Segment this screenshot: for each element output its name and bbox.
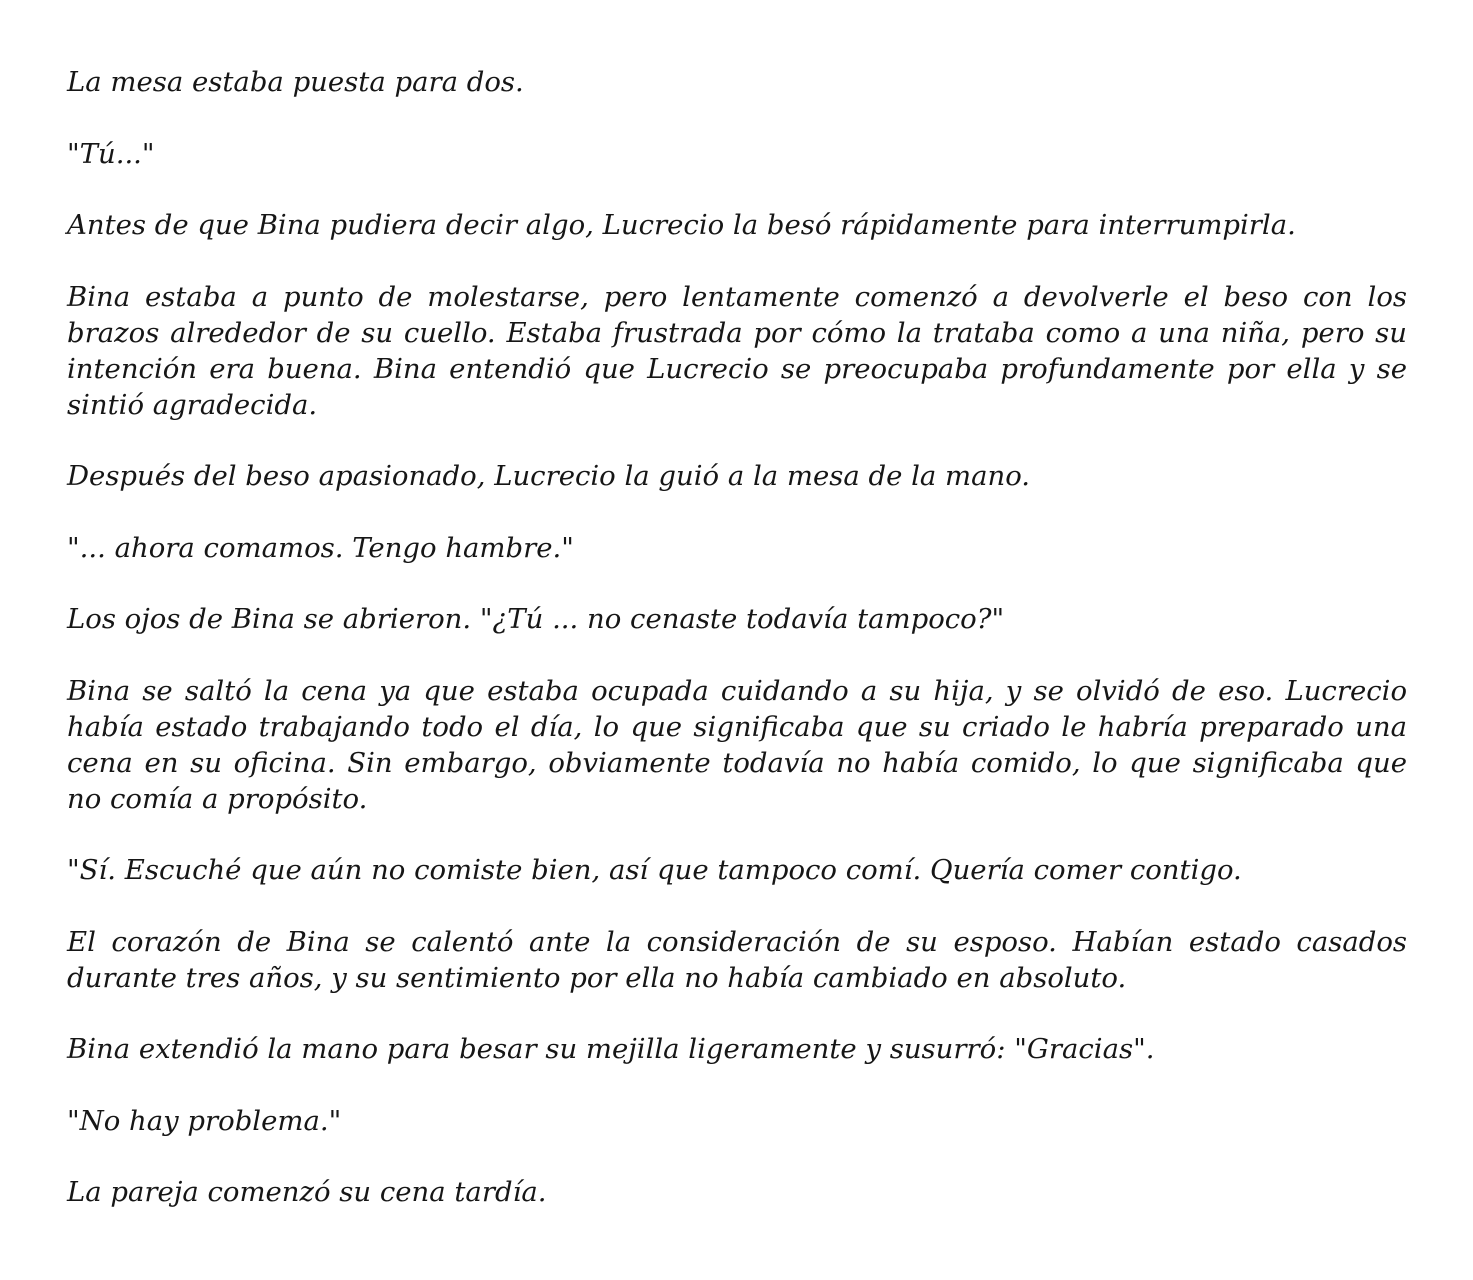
paragraph-1: La mesa estaba puesta para dos. xyxy=(67,66,524,98)
paragraph-4: Bina estaba a punto de molestarse, pero lentamente comenzó a devolverle el beso con los brazos alrededor de su cuello. Estaba frustrada por cómo la trataba como a una niña, pero su intención era buena. Bina entendió que Lucrecio se preocupaba profundamente por ella y se sintió agradecida. xyxy=(67,280,1407,421)
paragraph-9: "Sí. Escuché que aún no comiste bien, así que tampoco comí. Quería comer contigo. xyxy=(67,854,1242,886)
paragraph-5: Después del beso apasionado, Lucrecio la guió a la mesa de la mano. xyxy=(67,460,1031,492)
paragraph-2: "Tú..." xyxy=(67,137,155,170)
paragraph-6: "... ahora comamos. Tengo hambre." xyxy=(67,531,574,564)
paragraph-13: La pareja comenzó su cena tardía. xyxy=(67,1176,547,1208)
paragraph-11: Bina extendió la mano para besar su mejilla ligeramente y susurró: "Gracias". xyxy=(67,1033,1155,1065)
document-page xyxy=(67,64,1407,1246)
paragraph-3: Antes de que Bina pudiera decir algo, Lucrecio la besó rápidamente para interrumpirla. xyxy=(67,209,1296,241)
paragraph-12: "No hay problema." xyxy=(67,1104,342,1137)
paragraph-7: Los ojos de Bina se abrieron. "¿Tú ... no cenaste todavía tampoco?" xyxy=(67,603,1005,635)
paragraph-10: El corazón de Bina se calentó ante la consideración de su esposo. Habían estado casados durante tres años, y su sentimiento por ella no había cambiado en absoluto. xyxy=(67,925,1407,994)
paragraph-8: Bina se saltó la cena ya que estaba ocupada cuidando a su hija, y se olvidó de eso. Lucrecio había estado trabajando todo el día, lo que significaba que su criado le habría preparado una cena en su oficina. Sin embargo, obviamente todavía no había comido, lo que significaba que no comía a propósito. xyxy=(67,674,1407,815)
